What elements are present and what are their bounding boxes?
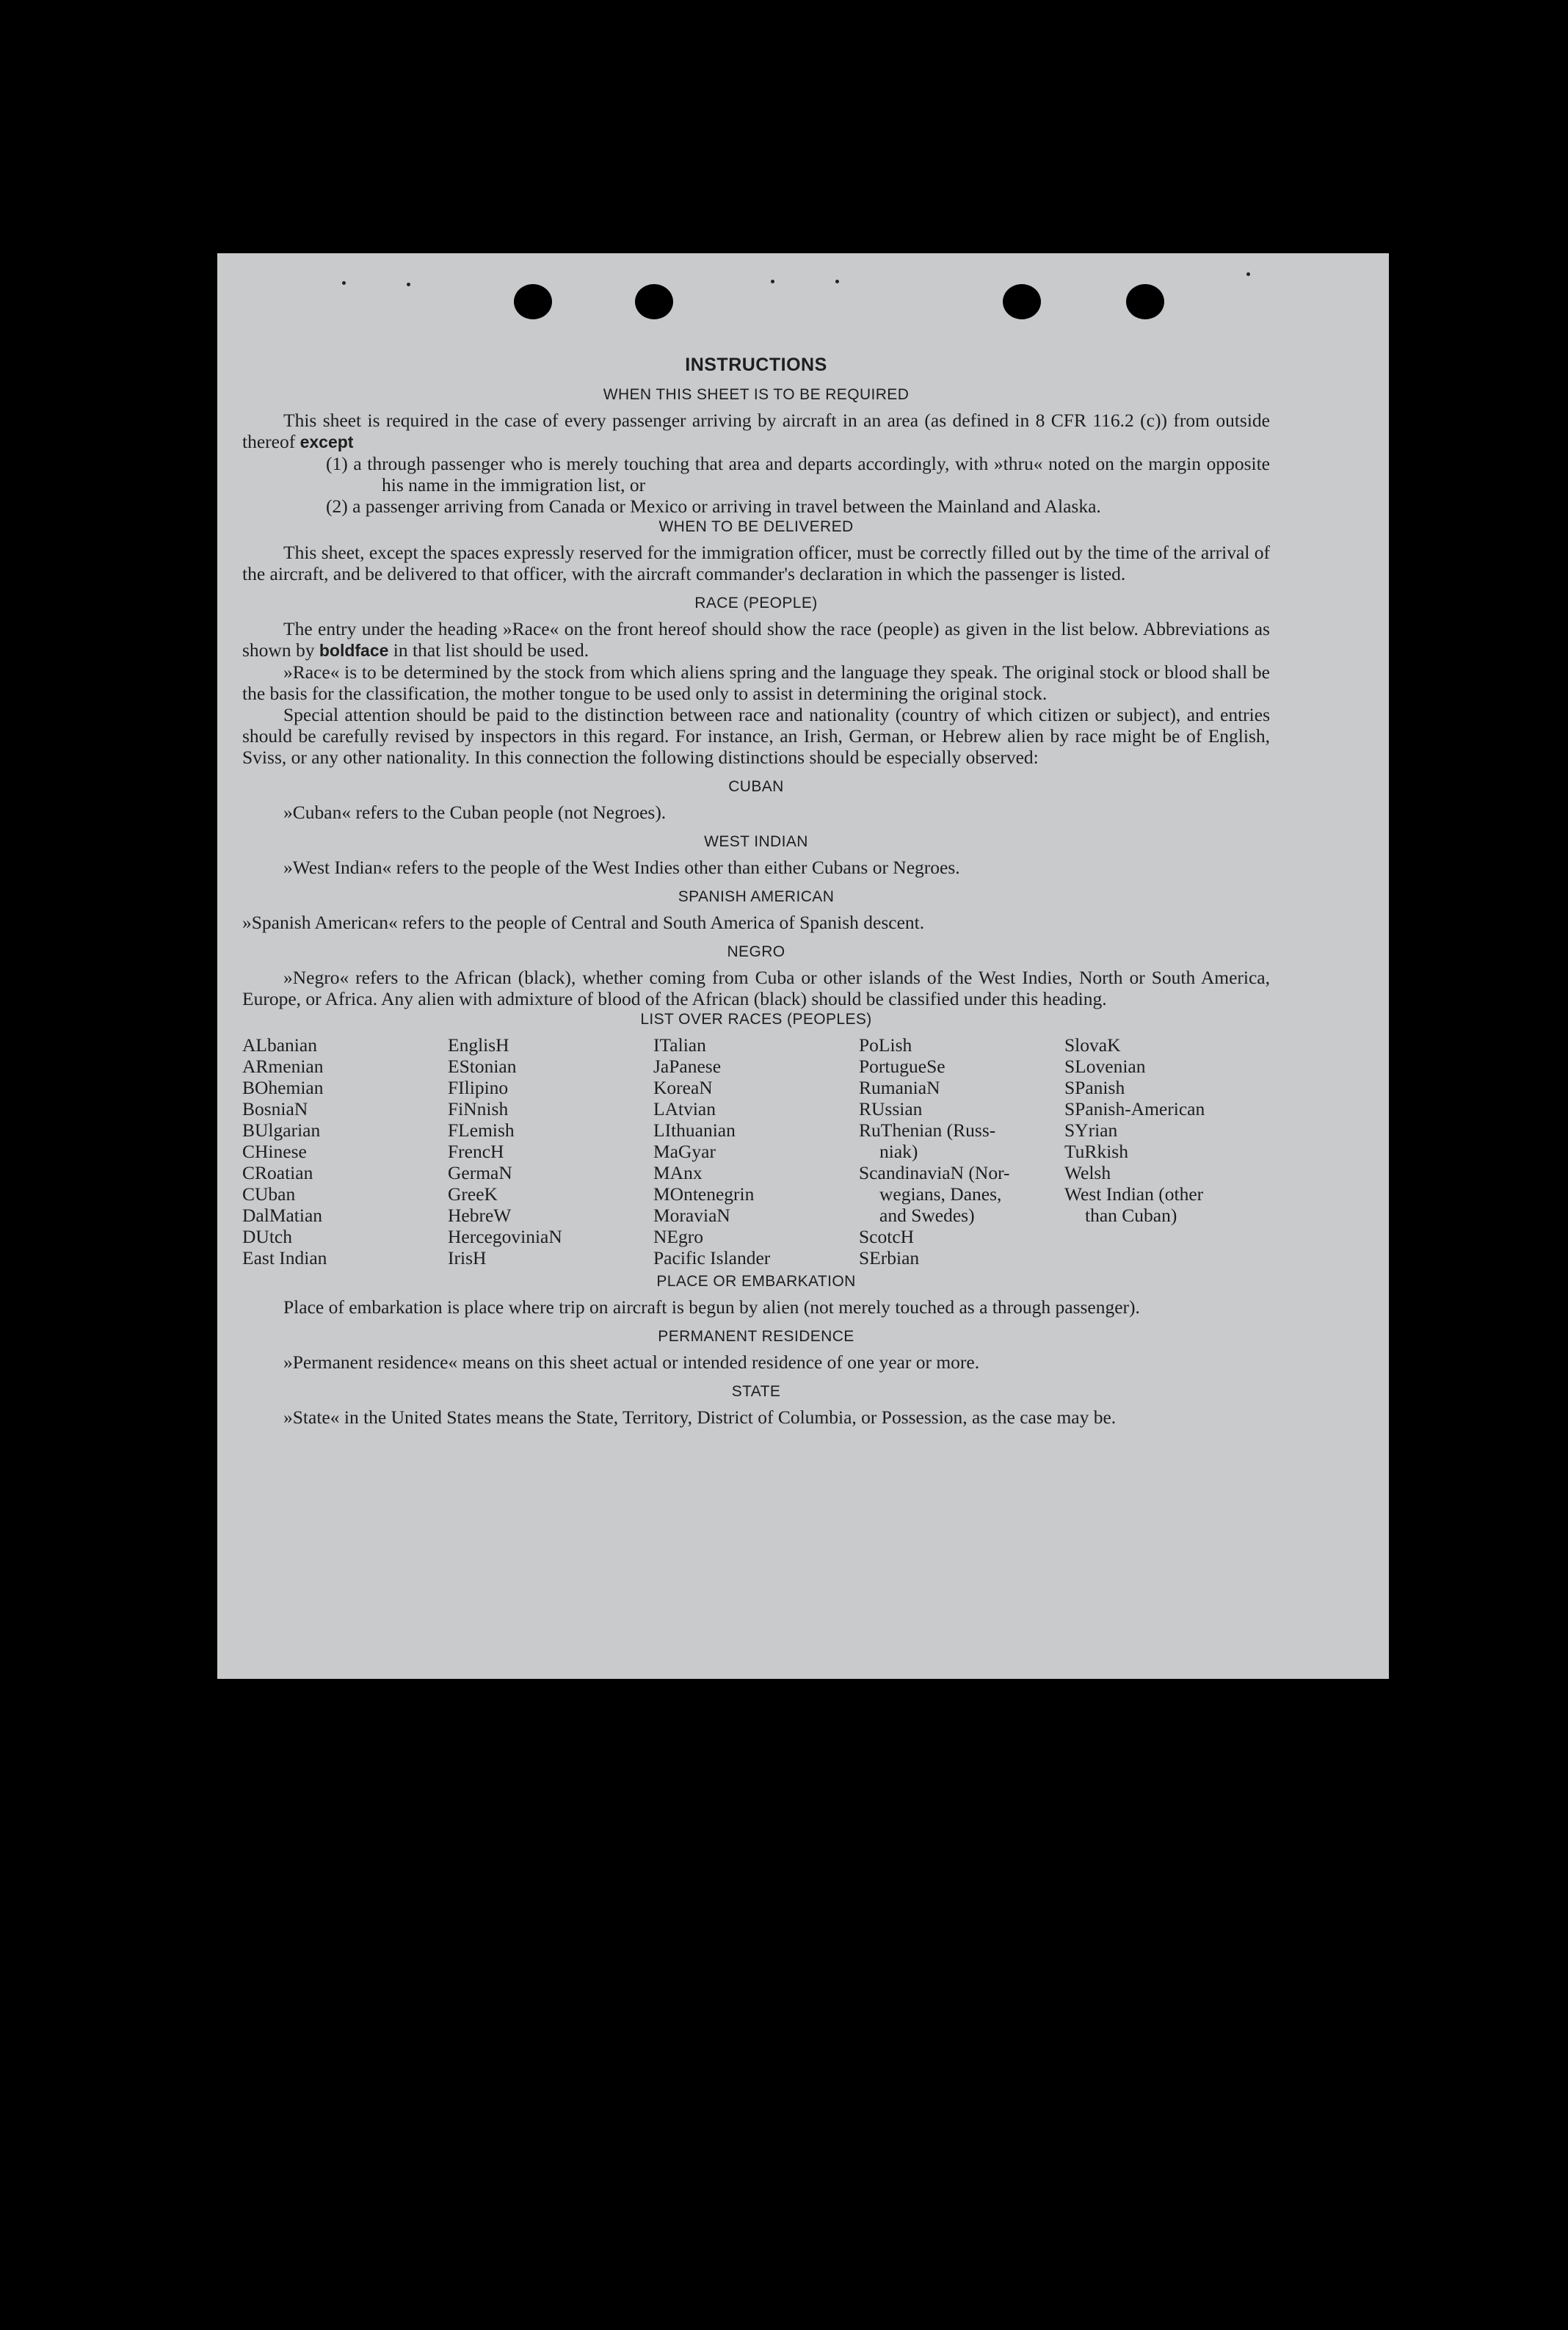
race-entry: SErbian (859, 1247, 920, 1269)
speck (407, 283, 410, 286)
section-heading: WHEN THIS SHEET IS TO BE REQUIRED (603, 386, 910, 403)
race-entry: IrisH (448, 1247, 487, 1269)
race-entry: RUssian (859, 1098, 923, 1119)
section-heading: PERMANENT RESIDENCE (658, 1328, 854, 1345)
instructions-text (242, 355, 1270, 1428)
race-entry: ARmenian (242, 1056, 324, 1077)
list-item: (1) a through passenger who is merely touching that area and departs accordingly, with »thru« noted on the margin opposite his name in the immigration list, or (326, 453, 1270, 496)
bold-word: except (300, 432, 354, 451)
race-entry: RuThenian (Russ- (859, 1119, 996, 1141)
paragraph: »Cuban« refers to the Cuban people (not Negroes). (283, 802, 667, 823)
race-entry: SPanish-American (1064, 1098, 1205, 1119)
race-entry: Pacific Islander (653, 1247, 771, 1269)
race-entry: LAtvian (653, 1098, 716, 1119)
race-entry: CHinese (242, 1141, 307, 1162)
race-column (859, 1034, 1064, 1269)
race-entry: FIlipino (448, 1077, 509, 1098)
race-entry: niak) (879, 1141, 918, 1162)
race-entry: MOntenegrin (653, 1183, 755, 1205)
paragraph: »West Indian« refers to the people of the West Indies other than either Cubans or Negroes. (283, 857, 960, 878)
race-entry: CRoatian (242, 1162, 313, 1183)
bold-word: boldface (319, 641, 389, 660)
race-entry: wegians, Danes, (879, 1183, 1002, 1205)
section-heading: NEGRO (727, 943, 785, 960)
race-entry: West Indian (other (1064, 1183, 1204, 1205)
paragraph: This sheet is required in the case of every passenger arriving by aircraft in an area (as defined in 8 CFR 116.2 (c)) from outside thereof except (242, 410, 1270, 452)
race-entry: KoreaN (653, 1077, 713, 1098)
race-entry: HebreW (448, 1205, 512, 1226)
race-entry: EnglisH (448, 1034, 509, 1056)
race-entry: SPanish (1064, 1077, 1125, 1098)
race-entry: East Indian (242, 1247, 327, 1269)
race-column (1064, 1034, 1270, 1269)
section-heading: WHEN TO BE DELIVERED (658, 518, 854, 535)
speck (1246, 272, 1250, 276)
race-entry: NEgro (653, 1226, 703, 1247)
race-entry: GermaN (448, 1162, 512, 1183)
race-entry: ScotcH (859, 1226, 915, 1247)
speck (835, 280, 839, 283)
race-entry: DUtch (242, 1226, 292, 1247)
section-heading: PLACE OR EMBARKATION (656, 1273, 856, 1290)
race-entry: GreeK (448, 1183, 498, 1205)
race-entry: ScandinaviaN (Nor- (859, 1162, 1010, 1183)
punch-hole (635, 284, 673, 319)
race-column (448, 1034, 653, 1269)
section-heading: WEST INDIAN (704, 833, 808, 850)
race-column (653, 1034, 859, 1269)
race-entry: MAnx (653, 1162, 703, 1183)
paragraph: »Permanent residence« means on this sheet actual or intended residence of one year or more. (283, 1351, 980, 1373)
race-entry: PortugueSe (859, 1056, 945, 1077)
race-entry: Welsh (1064, 1162, 1111, 1183)
race-entry: ITalian (653, 1034, 706, 1056)
paragraph: »Race« is to be determined by the stock from which aliens spring and the language they speak. The original stock or blood shall be the basis for the classification, the mother tongue to be used only to assist in determining the original stock. (242, 661, 1270, 704)
race-entry: LIthuanian (653, 1119, 736, 1141)
section-heading: STATE (731, 1383, 781, 1400)
punch-hole (1126, 284, 1164, 319)
race-entry: BosniaN (242, 1098, 308, 1119)
page-title: INSTRUCTIONS (685, 355, 827, 375)
race-entry: ALbanian (242, 1034, 317, 1056)
paragraph: Place of embarkation is place where trip on aircraft is begun by alien (not merely touched as a through passenger). (283, 1296, 1140, 1318)
race-entry: DalMatian (242, 1205, 323, 1226)
race-entry: SlovaK (1064, 1034, 1121, 1056)
list-item: (2) a passenger arriving from Canada or Mexico or arriving in travel between the Mainland and Alaska. (326, 496, 1101, 517)
paragraph: This sheet, except the spaces expressly reserved for the immigration officer, must be correctly filled out by the time of the arrival of the aircraft, and be delivered to that officer, with the aircraft commander's declaration in which the passenger is listed. (242, 542, 1270, 584)
race-entry: EStonian (448, 1056, 517, 1077)
race-entry: CUban (242, 1183, 296, 1205)
section-heading: LIST OVER RACES (PEOPLES) (640, 1011, 872, 1028)
paragraph: »State« in the United States means the State, Territory, District of Columbia, or Possession, as the case may be. (283, 1407, 1117, 1428)
section-heading: RACE (PEOPLE) (694, 595, 818, 611)
race-entry: MoraviaN (653, 1205, 730, 1226)
race-entry: FrencH (448, 1141, 504, 1162)
race-entry: TuRkish (1064, 1141, 1128, 1162)
speck (342, 281, 346, 285)
instruction-sheet (217, 253, 1389, 1679)
race-entry: MaGyar (653, 1141, 716, 1162)
race-list (242, 1034, 1270, 1269)
race-entry: FLemish (448, 1119, 515, 1141)
paragraph: Special attention should be paid to the distinction between race and nationality (country of which citizen or subject), and entries should be carefully revised by inspectors in this regard. For instance, an Irish, German, or Hebrew alien by race might be of English, Sviss, or any other nationality. In this connection the following distinctions should be especially observed: (242, 704, 1270, 768)
race-entry: than Cuban) (1085, 1205, 1177, 1226)
race-column (242, 1034, 448, 1269)
paragraph: »Spanish American« refers to the people of Central and South America of Spanish descent. (242, 912, 925, 933)
race-entry: and Swedes) (879, 1205, 975, 1226)
race-entry: RumaniaN (859, 1077, 940, 1098)
paragraph: »Negro« refers to the African (black), whether coming from Cuba or other islands of the West Indies, North or South America, Europe, or Africa. Any alien with admixture of blood of the African (black) should be classified under this heading. (242, 967, 1270, 1009)
section-heading: CUBAN (728, 778, 784, 795)
race-entry: PoLish (859, 1034, 912, 1056)
race-entry: SYrian (1064, 1119, 1118, 1141)
speck (771, 280, 774, 283)
race-entry: BOhemian (242, 1077, 324, 1098)
race-entry: HercegoviniaN (448, 1226, 562, 1247)
race-entry: JaPanese (653, 1056, 722, 1077)
paragraph: The entry under the heading »Race« on the front hereof should show the race (people) as given in the list below. Abbreviations as shown by boldface in that list should be used. (242, 618, 1270, 661)
punch-hole (1003, 284, 1041, 319)
section-heading: SPANISH AMERICAN (678, 888, 835, 905)
race-entry: BUlgarian (242, 1119, 321, 1141)
race-entry: SLovenian (1064, 1056, 1146, 1077)
punch-hole (514, 284, 552, 319)
race-entry: FiNnish (448, 1098, 509, 1119)
